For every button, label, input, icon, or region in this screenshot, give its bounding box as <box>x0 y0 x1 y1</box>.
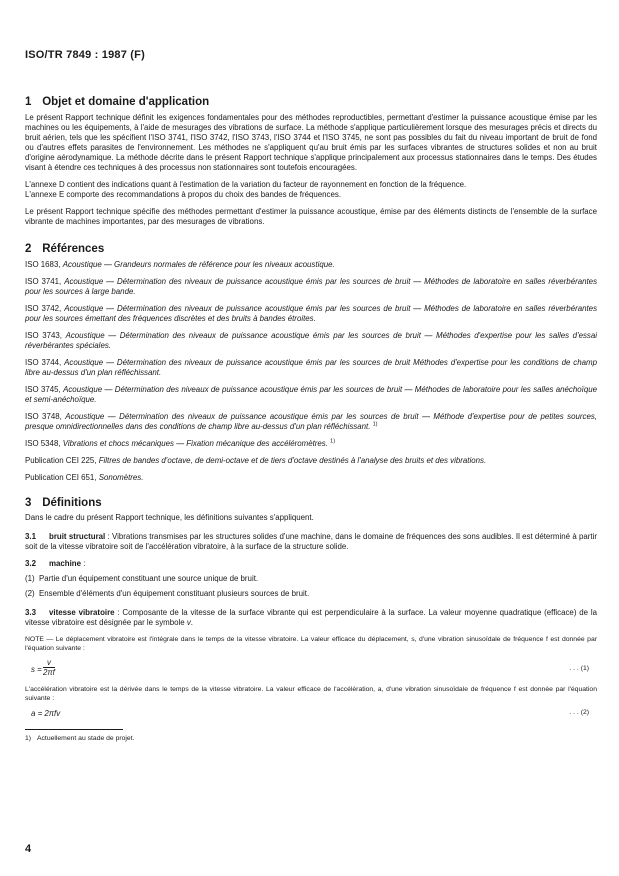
section-title: Objet et domaine d'application <box>42 96 210 108</box>
note: L'accélération vibratoire est la dérivée dans le temps de la vitesse vibratoire. La valeur efficace de l'accélération, a, d'une vibration sinusoïdale de fréquence f est donnée par l'équation suivante : <box>25 686 597 702</box>
list-label: (1) <box>25 574 35 583</box>
reference-title: Acoustique — Détermination des niveaux de puissance acoustique émis par les sources de bruit — Méthodes de laboratoire pour les salles anéchoïque et semi-anéchoïque. <box>25 385 598 404</box>
reference-item <box>25 456 597 466</box>
reference-title: Acoustique — Détermination des niveaux de puissance acoustique émis par les sources de bruit — Méthodes d'expertise pour les salles d'essai réverbérantes spéciales. <box>25 331 597 350</box>
footnote-text: Actuellement au stade de projet. <box>37 735 135 742</box>
definition-term: machine <box>49 559 82 568</box>
definition-end: . <box>190 618 193 627</box>
fraction-denominator: 2πf <box>43 668 55 677</box>
list-item <box>25 574 597 584</box>
definition-text: : Vibrations transmises par les structures solides d'une machine, dans le domaine de fréquences des sons audibles. Il est déterminé à partir soit de la vitesse vibratoire soit de l'accélération vibratoire, à la surface de la structure solide. <box>25 532 597 551</box>
document-header: ISO/TR 7849 : 1987 (F) <box>25 49 145 61</box>
definition-term: bruit structural <box>49 532 106 541</box>
definition-3-1 <box>25 532 597 552</box>
section-number: 2 <box>25 243 32 255</box>
reference-code: ISO 3744, <box>25 358 62 367</box>
definition-number: 3.3 <box>25 608 36 617</box>
list-item <box>25 589 597 599</box>
equation-fraction <box>43 658 55 677</box>
footnote-marker: 1) <box>330 438 336 445</box>
reference-list <box>25 260 597 483</box>
reference-code: ISO 5348, <box>25 439 61 448</box>
section-number: 1 <box>25 96 32 108</box>
reference-code: ISO 3741, <box>25 277 62 286</box>
reference-title: Filtres de bandes d'octave, de demi-octave et de tiers d'octave destinés à l'analyse des bruits et des vibrations. <box>98 456 487 465</box>
section-1-heading <box>25 96 597 108</box>
reference-item <box>25 412 597 432</box>
section-number: 3 <box>25 497 32 509</box>
reference-title: Acoustique — Grandeurs normales de référence pour les niveaux acoustique. <box>62 260 335 269</box>
section-2-heading <box>25 243 597 255</box>
reference-code: ISO 3743, <box>25 331 62 340</box>
note: NOTE — Le déplacement vibratoire est l'intégrale dans le temps de la vitesse vibratoire. La valeur efficace du déplacement, s, d'une vibration sinusoïdale de fréquence f est donnée par l'équation suivante : <box>25 636 597 652</box>
section-3-heading <box>25 497 597 509</box>
reference-code: ISO 3745, <box>25 385 61 394</box>
reference-code: ISO 3748, <box>25 412 62 421</box>
fraction-numerator: v <box>43 658 55 668</box>
reference-title: Acoustique — Détermination des niveaux de puissance acoustique émis par les sources de bruit Méthodes d'expertise pour les conditions de champ libre au-dessus d'un plan réfléchissant. <box>25 358 597 377</box>
reference-title: Acoustique — Détermination des niveaux de puissance acoustique émis par les sources de bruit — Méthodes de laboratoire en salles réverbérantes pour les sources émettant des fréquences discrètes et des bruits à bandes étroites. <box>25 304 598 323</box>
list-text: Partie d'un équipement constituant une source unique de bruit. <box>39 574 259 583</box>
definition-3-2 <box>25 559 597 569</box>
definition-number: 3.2 <box>25 559 36 568</box>
reference-item <box>25 260 597 270</box>
definition-text: : <box>83 559 86 568</box>
reference-code: ISO 3742, <box>25 304 62 313</box>
page-number: 4 <box>25 843 32 855</box>
footnote <box>25 734 597 743</box>
definition-3-3 <box>25 608 597 628</box>
definition-number: 3.1 <box>25 532 36 541</box>
footnote-marker: 1) <box>372 421 378 428</box>
equation-number: . . . (2) <box>569 709 589 716</box>
equation-2 <box>25 708 597 720</box>
reference-item <box>25 439 597 449</box>
reference-item <box>25 331 597 351</box>
reference-code: ISO 1683, <box>25 260 61 269</box>
paragraph: Dans le cadre du présent Rapport technique, les définitions suivantes s'appliquent. <box>25 513 314 522</box>
page-content <box>25 96 597 743</box>
reference-title: Vibrations et chocs mécaniques — Fixation mécanique des accéléromètres. <box>62 439 328 448</box>
definition-text: : Composante de la vitesse de la surface vibrante qui est perpendiculaire à la surface. La valeur moyenne quadratique (efficace) de la vitesse vibratoire est désignée par le symbole <box>25 608 597 627</box>
equation-number: . . . (1) <box>569 665 589 672</box>
footnote-label: 1) <box>25 735 32 742</box>
section-title: Définitions <box>42 497 102 509</box>
reference-item <box>25 304 597 324</box>
reference-title: Acoustique — Détermination des niveaux de puissance acoustique émis par les sources de bruit — Méthodes de laboratoire en salles réverbérantes pour les sources à large bande. <box>25 277 598 296</box>
equation-lhs: a = 2πfv <box>31 709 61 718</box>
list-text: Ensemble d'éléments d'un équipement constituant plusieurs sources de bruit. <box>39 589 310 598</box>
paragraph: Le présent Rapport technique définit les exigences fondamentales pour des méthodes reproductibles, permettant d'estimer la puissance acoustique émise par les machines ou les équipements, à l'aide de mesurages des vibrations de surface. La méthode s'applique particulièrement lorsque des mesurages précis et directs du bruit aérien, tels que les spécifient l'ISO 3741, l'ISO 3742, l'ISO 3743, l'ISO 3744 et l'ISO 3745, ne sont pas possibles du fait du niveau important de bruit de fond ou d'autres effets parasites de l'environnement. Les méthodes ne s'appliquent qu'au bruit émis par les surfaces vibrantes de structures solides et non au bruit d'origine aérodynamique. La méthode décrite dans le présent Rapport technique s'applique principalement aux processus stationnaires dans le temps. Des études visant à étendre ces techniques à des processus non stationnaires sont toutefois encouragées. <box>25 113 597 172</box>
paragraph: Le présent Rapport technique spécifie des méthodes permettant d'estimer la puissance acoustique, émise par des éléments distincts de l'ensemble de la surface vibrante de machines importantes, par des mesurages de vibrations. <box>25 207 597 226</box>
definition-term: vitesse vibratoire <box>49 608 115 617</box>
list-label: (2) <box>25 589 35 598</box>
reference-item <box>25 358 597 378</box>
reference-item <box>25 385 597 405</box>
equation-1 <box>25 658 597 680</box>
paragraph: L'annexe E comporte des recommandations à propos du choix des bandes de fréquences. <box>25 190 342 199</box>
reference-item <box>25 473 597 483</box>
reference-code: Publication CEI 651, <box>25 473 97 482</box>
reference-title: Sonomètres. <box>98 473 144 482</box>
equation-lhs: s = <box>31 665 42 674</box>
reference-item <box>25 277 597 297</box>
section-title: Références <box>42 243 105 255</box>
paragraph: L'annexe D contient des indications quant à l'estimation de la variation du facteur de rayonnement en fonction de la fréquence. <box>25 180 467 189</box>
reference-title: Acoustique — Détermination des niveaux de puissance acoustique émis par les sources de bruit — Méthode d'expertise pour de petites sources, presque omnidirectionnelles dans des conditions de champ libre au-dessus d'un plan réfléchissant. <box>25 412 597 431</box>
reference-code: Publication CEI 225, <box>25 456 97 465</box>
symbol: v <box>186 618 191 627</box>
